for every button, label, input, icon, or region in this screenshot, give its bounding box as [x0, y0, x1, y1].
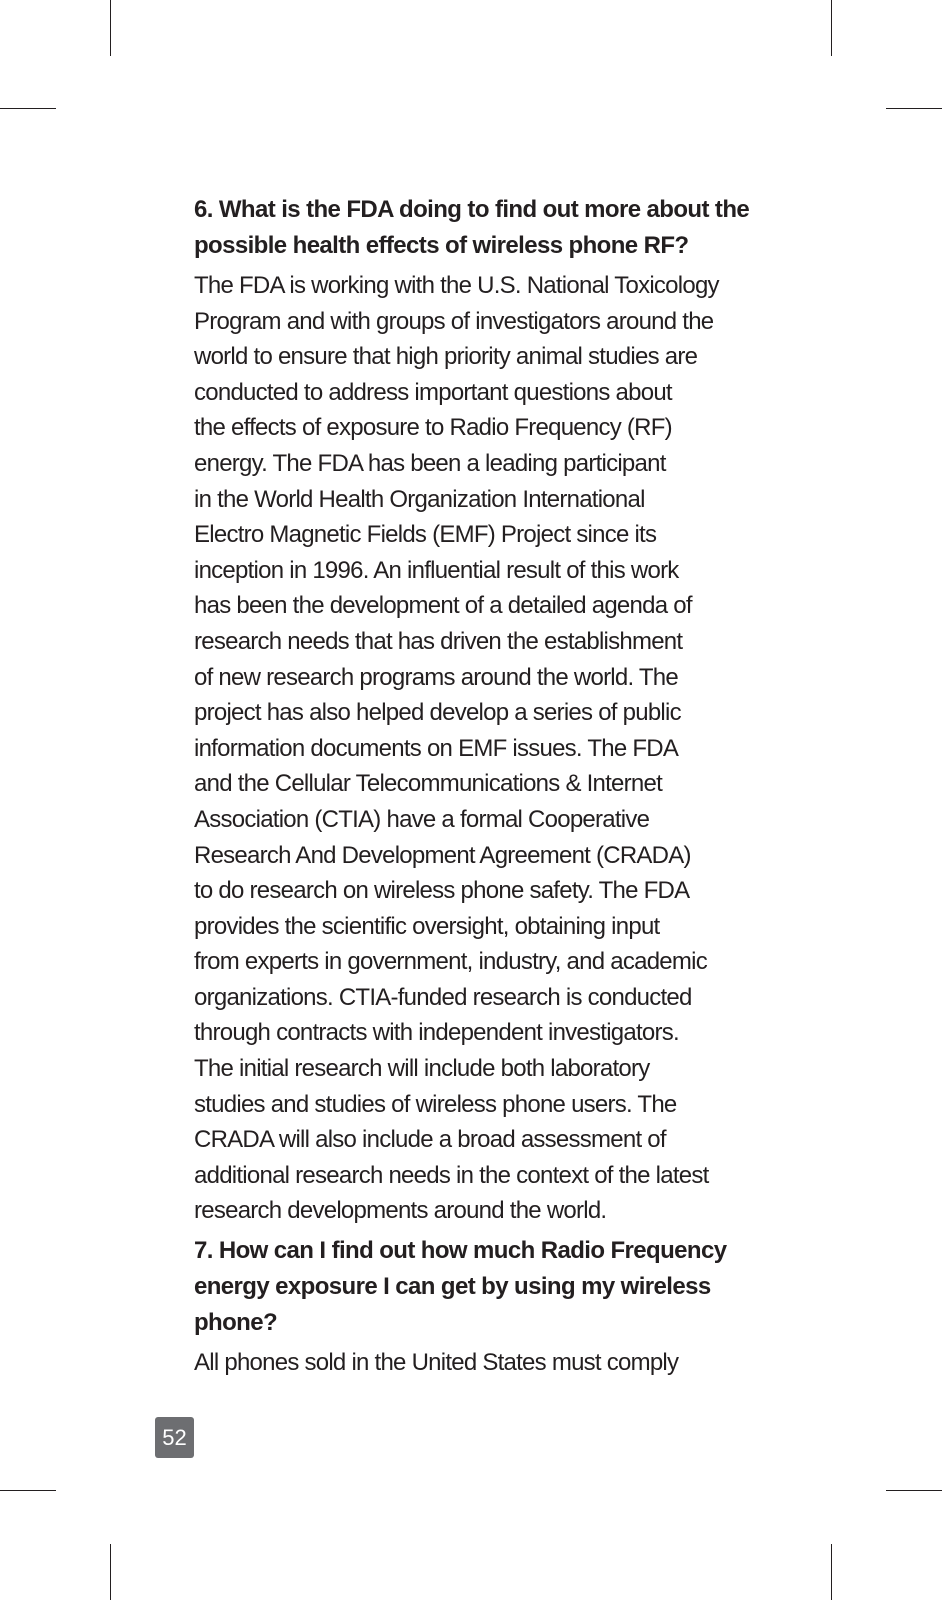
body-line: All phones sold in the United States must comply	[194, 1349, 679, 1377]
crop-mark-top-right-vertical	[831, 0, 832, 56]
body-line: the effects of exposure to Radio Frequency (RF)	[194, 414, 672, 442]
body-line: of new research programs around the world. The	[194, 663, 678, 691]
body-line: in the World Health Organization International	[194, 485, 645, 513]
crop-mark-top-left-horizontal	[0, 108, 56, 109]
body-line: and the Cellular Telecommunications & Internet	[194, 770, 662, 798]
body-line: The initial research will include both laboratory	[194, 1055, 650, 1083]
body-line: Program and with groups of investigators around the	[194, 307, 714, 335]
crop-mark-bottom-right-horizontal	[886, 1490, 942, 1491]
section-7-body	[194, 1345, 754, 1381]
body-line: additional research needs in the context of the latest	[194, 1161, 709, 1189]
body-line: research developments around the world.	[194, 1197, 607, 1225]
crop-mark-top-left-vertical	[110, 0, 111, 56]
body-line: Research And Development Agreement (CRADA)	[194, 841, 691, 869]
crop-mark-top-right-horizontal	[886, 108, 942, 109]
body-line: The FDA is working with the U.S. National Toxicology	[194, 272, 719, 299]
heading-line: energy exposure I can get by using my wireless	[194, 1273, 711, 1301]
body-line: Association (CTIA) have a formal Cooperative	[194, 805, 650, 833]
section-7-heading	[194, 1233, 754, 1341]
crop-mark-bottom-right-vertical	[831, 1544, 832, 1600]
section-6-heading	[194, 192, 754, 264]
body-line: research needs that has driven the establishment	[194, 627, 683, 655]
body-line: CRADA will also include a broad assessment of	[194, 1126, 666, 1154]
heading-line: possible health effects of wireless phone RF?	[194, 232, 689, 259]
section-6-body	[194, 268, 754, 1229]
body-line: inception in 1996. An influential result of this work	[194, 556, 679, 584]
body-line: has been the development of a detailed agenda of	[194, 592, 692, 620]
crop-mark-bottom-left-vertical	[110, 1544, 111, 1600]
body-line: project has also helped develop a series of public	[194, 699, 681, 727]
body-line: through contracts with independent investigators.	[194, 1019, 679, 1047]
body-line: provides the scientific oversight, obtaining input	[194, 912, 660, 940]
body-line: energy. The FDA has been a leading participant	[194, 449, 666, 477]
page-content	[194, 192, 754, 1381]
body-line: world to ensure that high priority animal studies are	[194, 343, 698, 371]
body-line: to do research on wireless phone safety. The FDA	[194, 877, 690, 905]
heading-line: phone?	[194, 1309, 278, 1337]
body-line: organizations. CTIA-funded research is conducted	[194, 983, 692, 1011]
body-line: studies and studies of wireless phone users. The	[194, 1090, 677, 1118]
body-line: conducted to address important questions about	[194, 378, 672, 406]
body-line: from experts in government, industry, and academic	[194, 948, 707, 976]
body-line: Electro Magnetic Fields (EMF) Project since its	[194, 521, 657, 549]
page-number-badge: 52	[155, 1417, 194, 1458]
crop-mark-bottom-left-horizontal	[0, 1490, 56, 1491]
heading-line: 6. What is the FDA doing to find out more about the	[194, 196, 750, 223]
heading-line: 7. How can I find out how much Radio Frequency	[194, 1237, 727, 1265]
body-line: information documents on EMF issues. The FDA	[194, 734, 679, 762]
